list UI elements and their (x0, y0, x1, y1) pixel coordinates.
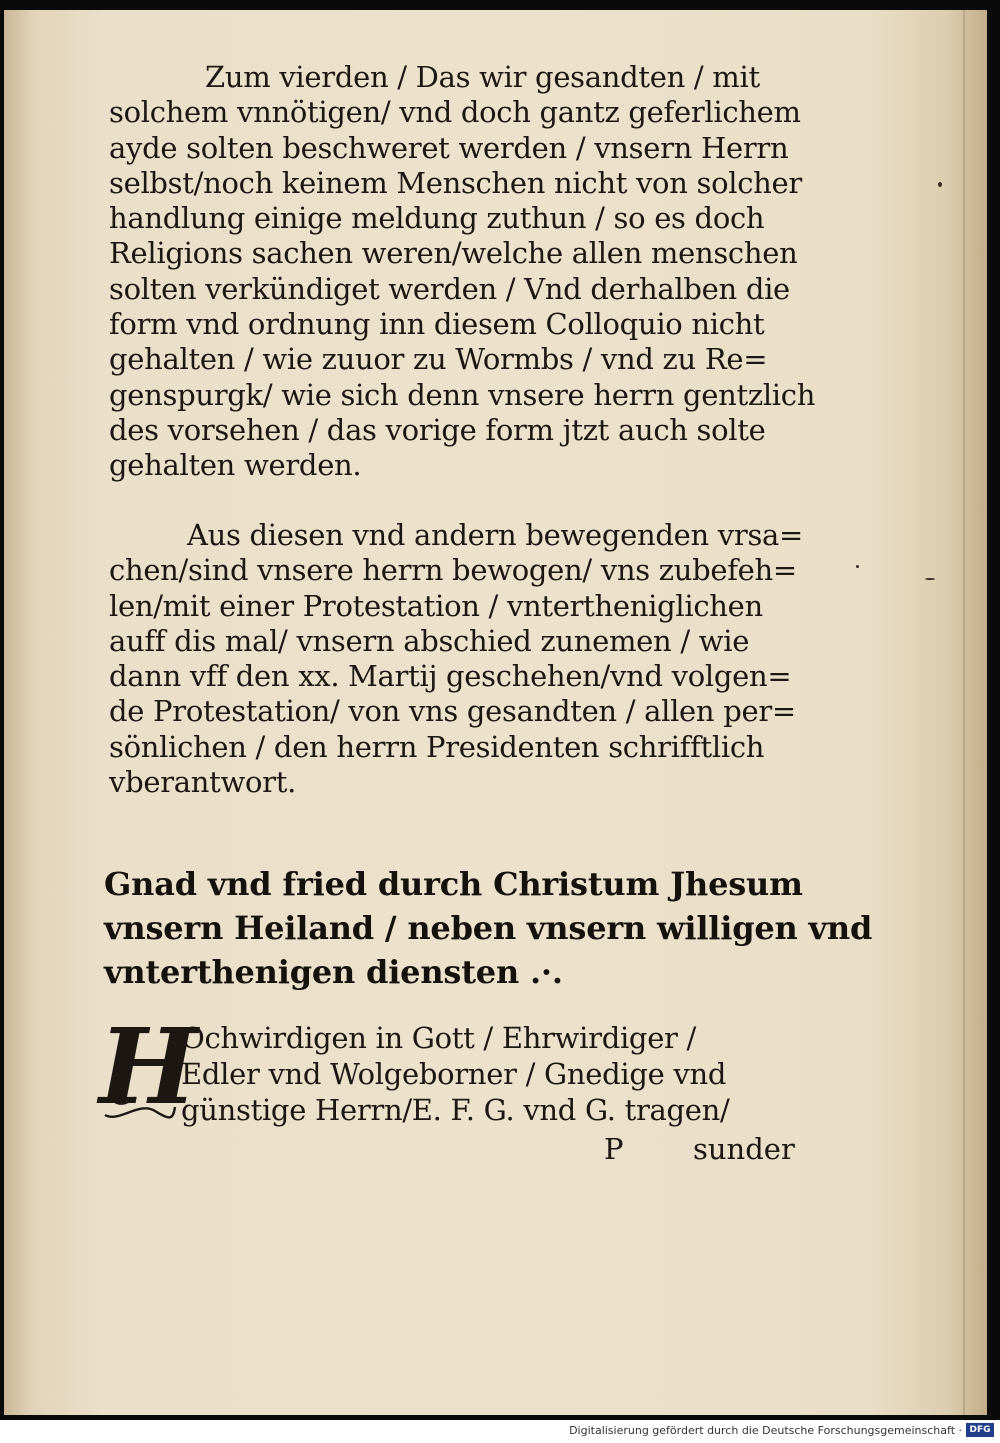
text-line: vberantwort. (109, 765, 297, 800)
ink-speck (925, 578, 935, 580)
dfg-logo: DFG (966, 1423, 994, 1437)
text-line: Aus diesen vnd andern bewegenden vrsa= (187, 518, 804, 552)
text-line: solchem vnnötigen/ vnd doch gantz geferlichem (109, 95, 801, 130)
text-line: dann vff den xx. Martij geschehen/vnd volgen= (109, 659, 792, 694)
letter-line: Edler vnd Wolgeborner / Gnedige vnd (181, 1057, 727, 1091)
paragraph-1 (109, 60, 816, 484)
text-line: gehalten werden. (109, 448, 362, 483)
heading-line: vnsern Heiland / neben vnsern willigen vnd (104, 909, 873, 947)
letter-line: günstige Herrn/E. F. G. vnd G. tragen/ (181, 1093, 730, 1127)
funding-credit: Digitalisierung gefördert durch die Deutsche Forschungsgemeinschaft · (569, 1424, 962, 1437)
text-line: sönlichen / den herrn Presidenten schrifftlich (109, 729, 765, 764)
text-line: Religions sachen weren/welche allen menschen (109, 236, 798, 271)
text-line: handlung einige meldung zuthun / so es doch (109, 201, 765, 236)
letter-line: Ochwirdigen in Gott / Ehrwirdiger / (181, 1021, 697, 1055)
paragraph-2 (109, 518, 809, 800)
text-line: ayde solten beschweret werden / vnsern Herrn (109, 130, 789, 165)
text-line: form vnd ordnung inn diesem Colloquio nicht (109, 307, 765, 342)
text-line: Zum vierden / Das wir gesandten / mit (205, 60, 760, 94)
decorated-initial: H (99, 1005, 198, 1128)
text-line: len/mit einer Protestation / vntertheniglichen (109, 588, 763, 623)
ink-speck (938, 182, 942, 187)
page-bottom-marks (99, 1132, 799, 1172)
signature-mark: P (604, 1132, 624, 1166)
text-line: de Protestation/ von vns gesandten / allen per= (109, 694, 796, 729)
text-line: selbst/noch keinem Menschen nicht von solcher (109, 165, 802, 200)
book-page (4, 10, 987, 1415)
text-line: gehalten / wie zuuor zu Wormbs / vnd zu Re= (109, 342, 768, 377)
initial-flourish-icon (99, 1093, 179, 1123)
text-line: genspurgk/ wie sich denn vnsere herrn gentzlich (109, 377, 816, 412)
salutation-heading (104, 862, 873, 994)
text-line: auff dis mal/ vnsern abschied zunemen / wie (109, 623, 750, 658)
footer-bar (0, 1420, 1000, 1443)
heading-line: vnterthenigen diensten .·. (104, 953, 563, 991)
heading-line: Gnad vnd fried durch Christum Jhesum (104, 865, 803, 903)
text-line: solten verkündiget werden / Vnd derhalben die (109, 271, 790, 306)
ink-speck (856, 565, 859, 568)
catchword: sunder (693, 1132, 795, 1166)
text-line: des vorsehen / das vorige form jtzt auch solte (109, 412, 766, 447)
letter-text (181, 1020, 821, 1128)
text-line: chen/sind vnsere herrn bewogen/ vns zubefeh= (109, 553, 797, 588)
